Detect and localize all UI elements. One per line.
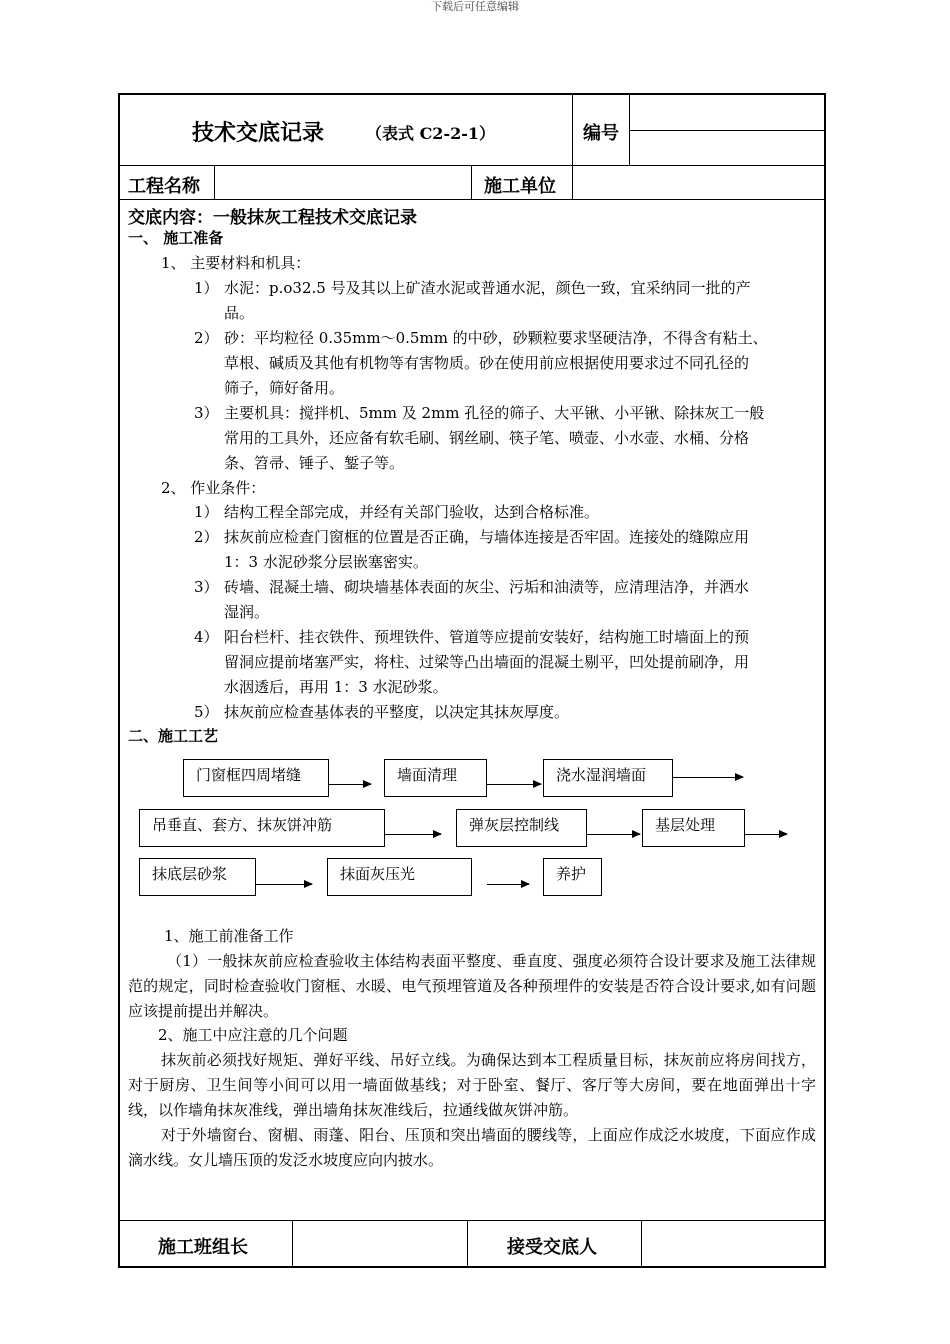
content-heading: 交底内容：一般抹灰工程技术交底记录 xyxy=(128,208,417,228)
construction-unit-label: 施工单位 xyxy=(484,176,556,197)
flow-arrow-5 xyxy=(587,834,640,835)
flow-arrow-8 xyxy=(487,884,529,885)
notes-paragraph-1: 抹灰前必须找好规矩、弹好平线、吊好立线。为确保达到本工程质量目标，抹灰前应将房间找方，对于厨房、卫生间等小间可以用一墙面做基线；对于卧室、餐厅、客厅等大房间，要在地面弹出十字线，以作墙角抹灰准线，弹出墙角抹灰准线后，拉通线做灰饼冲筋。 xyxy=(128,1051,816,1119)
flow-arrow-7 xyxy=(256,884,312,885)
material-3-line1: 主要机具：搅拌机、5mm 及 2mm 孔径的筛子、大平锹、小平锹、除抹灰工一般 xyxy=(224,404,765,422)
flow-step-9: 养护 xyxy=(543,858,602,896)
flow-step-3: 浇水湿润墙面 xyxy=(543,759,673,797)
number-label: 编号 xyxy=(583,123,619,144)
unit-label-divider xyxy=(471,165,472,199)
flow-step-4: 吊垂直、套方、抹灰饼冲筋 xyxy=(139,809,385,847)
top-note: 下载后可任意编辑 xyxy=(431,0,519,13)
condition-2-line2: 1：3 水泥砂浆分层嵌塞密实。 xyxy=(224,553,428,571)
material-1-line2: 品。 xyxy=(224,304,255,322)
prep-paragraph: （1）一般抹灰前应检查验收主体结构表面平整度、垂直度、强度必须符合设计要求及施工法律规范的规定，同时检查验收门窗框、水暖、电气预埋管道及各种预埋件的安装是否符合设计要求,如有问题应该提前提出并解决。 xyxy=(128,952,816,1020)
condition-1-line1: 结构工程全部完成，并经有关部门验收，达到合格标准。 xyxy=(224,503,600,521)
unit-value-divider xyxy=(572,165,573,199)
header-bottom-rule xyxy=(119,165,825,166)
condition-5-num: 5） xyxy=(194,703,219,721)
record-title: 技术交底记录 xyxy=(192,120,325,146)
flow-arrow-4 xyxy=(385,834,441,835)
material-2-line2: 草根、碱质及其他有机物等有害物质。砂在使用前应根据使用要求过不同孔径的 xyxy=(224,354,750,372)
form-code: （表式 C2-2-1） xyxy=(366,124,495,143)
material-3-line3: 条、笤帚、锤子、錾子等。 xyxy=(224,454,405,472)
material-1-num: 1） xyxy=(194,279,219,297)
sub1-title: 1、 主要材料和机具： xyxy=(161,254,311,272)
footer-divider-2 xyxy=(467,1220,468,1267)
flow-arrow-2 xyxy=(487,784,541,785)
material-3-line2: 常用的工具外，还应备有软毛刷、钢丝刷、筷子笔、喷壶、小水壶、水桶、分格 xyxy=(224,429,750,447)
project-row-bottom-rule xyxy=(119,199,825,200)
flow-step-5: 弹灰层控制线 xyxy=(456,809,587,847)
condition-1-num: 1） xyxy=(194,503,219,521)
project-name-label: 工程名称 xyxy=(128,176,200,197)
flow-arrow-3 xyxy=(673,777,743,778)
condition-4-line3: 水洇透后，再用 1：3 水泥砂浆。 xyxy=(224,678,448,696)
condition-2-num: 2） xyxy=(194,528,219,546)
project-label-divider xyxy=(214,165,215,199)
flow-step-2: 墙面清理 xyxy=(384,759,487,797)
flow-arrow-6 xyxy=(745,834,787,835)
flow-step-8: 抹面灰压光 xyxy=(327,858,472,896)
notes-title: 2、施工中应注意的几个问题 xyxy=(158,1026,348,1044)
condition-2-line1: 抹灰前应检查门窗框的位置是否正确，与墙体连接是否牢固。连接处的缝隙应用 xyxy=(224,528,750,546)
section1-title: 一、 施工准备 xyxy=(128,229,224,247)
number-value-rule xyxy=(629,130,825,131)
flow-step-6: 基层处理 xyxy=(642,809,745,847)
flow-step-7: 抹底层砂浆 xyxy=(139,858,256,896)
sub2-title: 2、 作业条件： xyxy=(161,479,266,497)
section2-title: 二、施工工艺 xyxy=(128,727,219,745)
number-cell-divider xyxy=(572,94,573,165)
condition-3-num: 3） xyxy=(194,578,219,596)
condition-4-line1: 阳台栏杆、挂衣铁件、预埋铁件、管道等应提前安装好，结构施工时墙面上的预 xyxy=(224,628,750,646)
material-2-line1: 砂：平均粒径 0.35mm～0.5mm 的中砂，砂颗粒要求坚硬洁净，不得含有粘土、 xyxy=(224,329,768,347)
condition-5-line1: 抹灰前应检查基体表的平整度，以决定其抹灰厚度。 xyxy=(224,703,570,721)
condition-4-line2: 留洞应提前堵塞严实，将柱、过梁等凸出墙面的混凝土剔平，凹处提前刷净，用 xyxy=(224,653,750,671)
receiver-label: 接受交底人 xyxy=(507,1237,597,1258)
prep-title: 1、施工前准备工作 xyxy=(164,927,294,945)
footer-divider-1 xyxy=(292,1220,293,1267)
condition-4-num: 4） xyxy=(194,628,219,646)
material-3-num: 3） xyxy=(194,404,219,422)
footer-divider-3 xyxy=(641,1220,642,1267)
team-leader-label: 施工班组长 xyxy=(158,1237,248,1258)
footer-top-rule xyxy=(119,1220,825,1221)
material-2-num: 2） xyxy=(194,329,219,347)
flow-arrow-1 xyxy=(329,784,371,785)
flow-step-1: 门窗框四周堵缝 xyxy=(183,759,329,797)
notes-paragraph-2: 对于外墙窗台、窗楣、雨蓬、阳台、压顶和突出墙面的腰线等，上面应作成泛水坡度，下面应作成滴水线。女儿墙压顶的发泛水坡度应向内披水。 xyxy=(128,1126,816,1169)
condition-3-line1: 砖墙、混凝土墙、砌块墙基体表面的灰尘、污垢和油渍等，应清理洁净，并洒水 xyxy=(224,578,750,596)
condition-3-line2: 湿润。 xyxy=(224,603,270,621)
material-2-line3: 筛子，筛好备用。 xyxy=(224,379,345,397)
material-1-line1: 水泥：p.o32.5 号及其以上矿渣水泥或普通水泥，颜色一致，宜采纳同一批的产 xyxy=(224,279,751,297)
